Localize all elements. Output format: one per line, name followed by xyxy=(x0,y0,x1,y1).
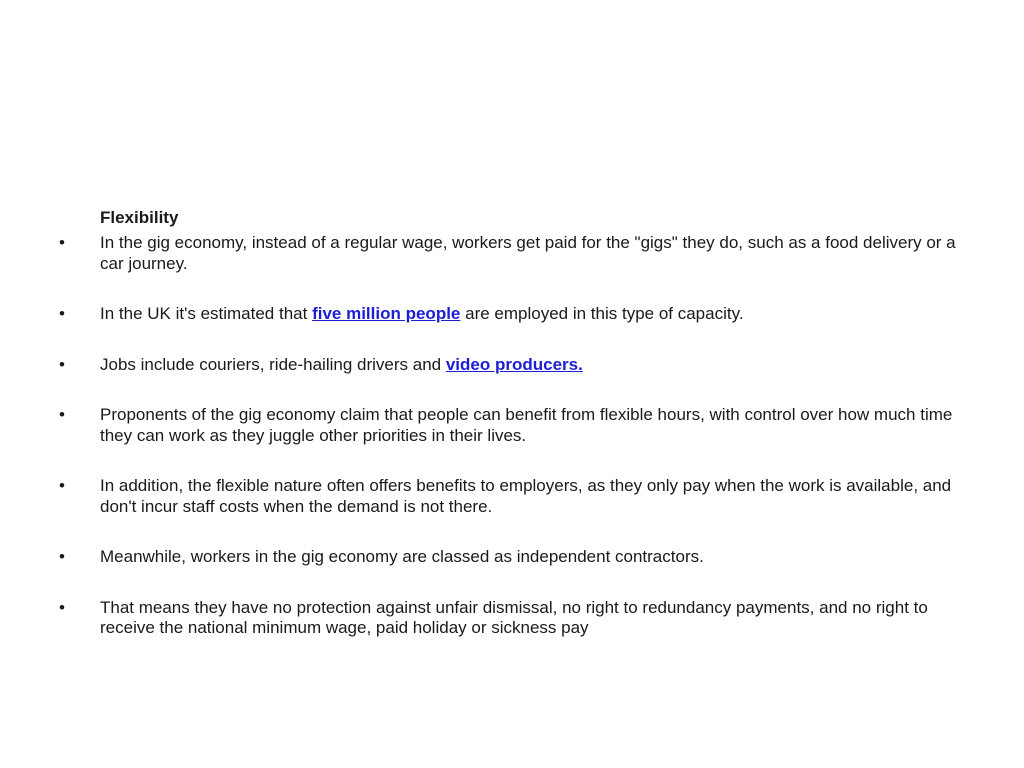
bullet-dot: • xyxy=(59,597,65,617)
bullet-text: In the gig economy, instead of a regular wage, workers get paid for the "gigs" they do, such as a food delivery or a car journey. xyxy=(100,233,956,273)
bullet-text: In addition, the flexible nature often offers benefits to employers, as they only pay when the work is available, and don't incur staff costs when the demand is not there. xyxy=(100,476,952,516)
bullet-item xyxy=(0,233,1024,274)
bullet-list xyxy=(0,233,1024,669)
bullet-item xyxy=(0,547,1024,568)
bullet-text: That means they have no protection against unfair dismissal, no right to redundancy payments, and no right to receive the national minimum wage, paid holiday or sickness pay xyxy=(100,597,928,637)
bullet-item xyxy=(0,304,1024,325)
bullet-dot: • xyxy=(59,476,65,495)
bullet-item xyxy=(0,476,1024,517)
five-million-people-link[interactable]: five million people xyxy=(312,304,461,323)
bullet-text-after: are employed in this type of capacity. xyxy=(460,304,744,323)
bullet-item xyxy=(0,405,1024,446)
bullet-dot: • xyxy=(59,233,65,252)
bullet-text: Jobs include couriers, ride-hailing drivers and xyxy=(100,354,446,374)
slide-heading: Flexibility xyxy=(100,208,179,227)
video-producers-link[interactable]: video producers. xyxy=(445,354,583,374)
bullet-dot: • xyxy=(59,405,65,424)
bullet-item xyxy=(0,598,1024,639)
bullet-text: Proponents of the gig economy claim that people can benefit from flexible hours, with control over how much time they can work as they juggle other priorities in their lives. xyxy=(100,405,953,445)
bullet-dot: • xyxy=(59,354,65,374)
bullet-dot: • xyxy=(59,547,65,566)
bullet-text: In the UK it's estimated that xyxy=(100,304,313,323)
bullet-text: Meanwhile, workers in the gig economy are classed as independent contractors. xyxy=(100,547,704,566)
bullet-dot: • xyxy=(59,304,65,323)
bullet-item xyxy=(0,355,1024,376)
